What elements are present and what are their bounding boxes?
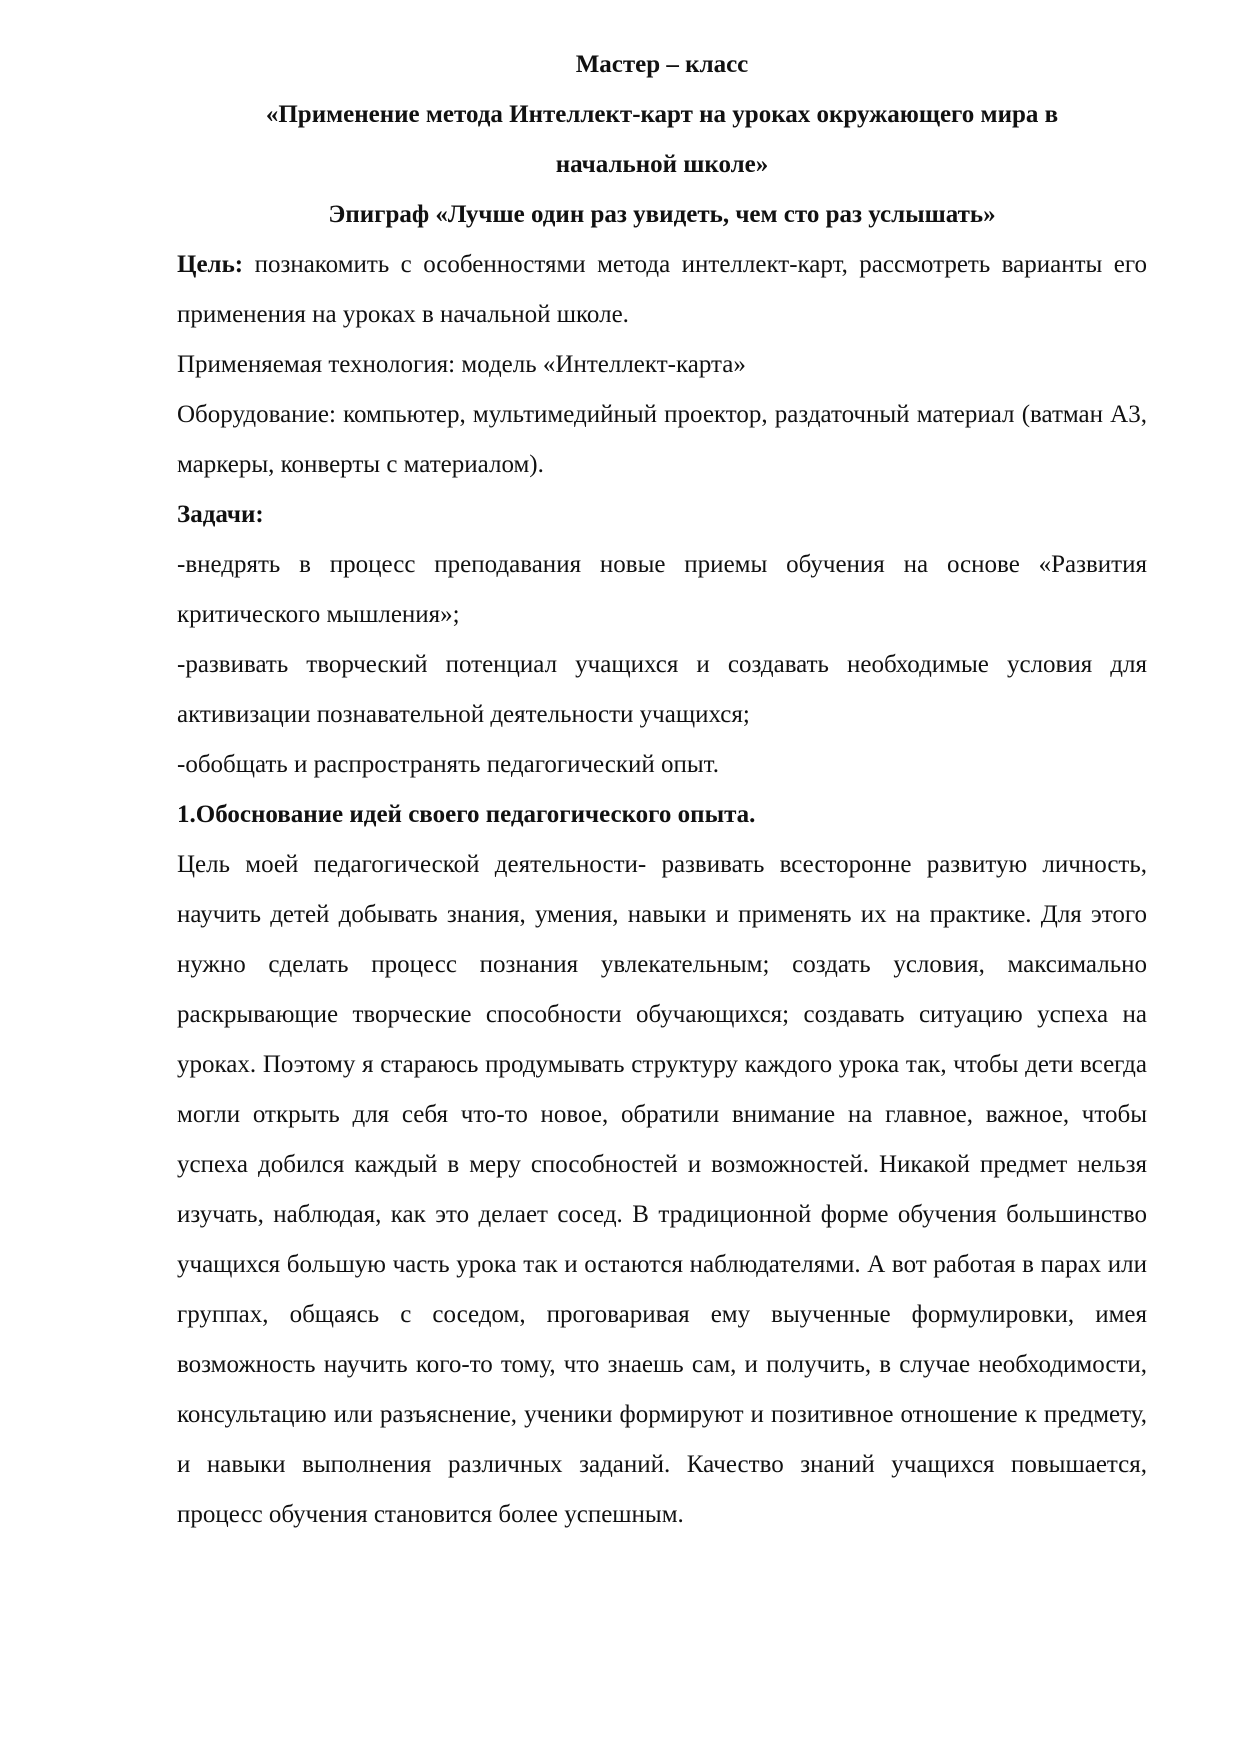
document-subtitle-line-1: «Применение метода Интеллект-карт на уроках окружающего мира в (265, 101, 1059, 128)
task-item: -внедрять в процесс преподавания новые приемы обучения на основе «Развития критического мышления»; (177, 551, 1147, 628)
task-item: -развивать творческий потенциал учащихся и создавать необходимые условия для активизации познавательной деятельности учащихся; (177, 651, 1147, 728)
document-subtitle-line-2: начальной школе» (555, 151, 769, 178)
goal-text: познакомить с особенностями метода интеллект-карт, рассмотреть варианты его применения на уроках в начальной школе. (177, 251, 1147, 328)
document-title: Мастер – класс (575, 51, 749, 78)
section-1-heading: 1.Обоснование идей своего педагогического опыта. (177, 801, 756, 828)
task-item: -обобщать и распространять педагогический опыт. (177, 751, 719, 778)
technology-line: Применяемая технология: модель «Интеллект-карта» (177, 351, 746, 378)
document-page (177, 40, 1147, 1540)
epigraph: Эпиграф «Лучше один раз увидеть, чем сто раз услышать» (328, 201, 996, 228)
tasks-heading: Задачи: (177, 501, 264, 528)
goal-paragraph (177, 240, 1147, 340)
equipment-paragraph: Оборудование: компьютер, мультимедийный проектор, раздаточный материал (ватман А3, маркеры, конверты с материалом). (177, 401, 1147, 478)
section-1-body: Цель моей педагогической деятельности- развивать всесторонне развитую личность, научить детей добывать знания, умения, навыки и применять их на практике. Для этого нужно сделать процесс познания увлекательным; создать условия, максимально раскрывающие творческие способности обучающихся; создавать ситуацию успеха на уроках. Поэтому я стараюсь продумывать структуру каждого урока так, чтобы дети всегда могли открыть для себя что-то новое, обратили внимание на главное, важное, чтобы успеха добился каждый в меру способностей и возможностей. Никакой предмет нельзя изучать, наблюдая, как это делает сосед. В традиционной форме обучения большинство учащихся большую часть урока так и остаются наблюдателями. А вот работая в парах или группах, общаясь с соседом, проговаривая ему выученные формулировки, имея возможность научить кого-то тому, что знаешь сам, и получить, в случае необходимости, консультацию или разъяснение, ученики формируют и позитивное отношение к предмету, и навыки выполнения различных заданий. Качество знаний учащихся повышается, процесс обучения становится более успешным. (177, 851, 1147, 1528)
goal-label: Цель: (177, 251, 244, 278)
